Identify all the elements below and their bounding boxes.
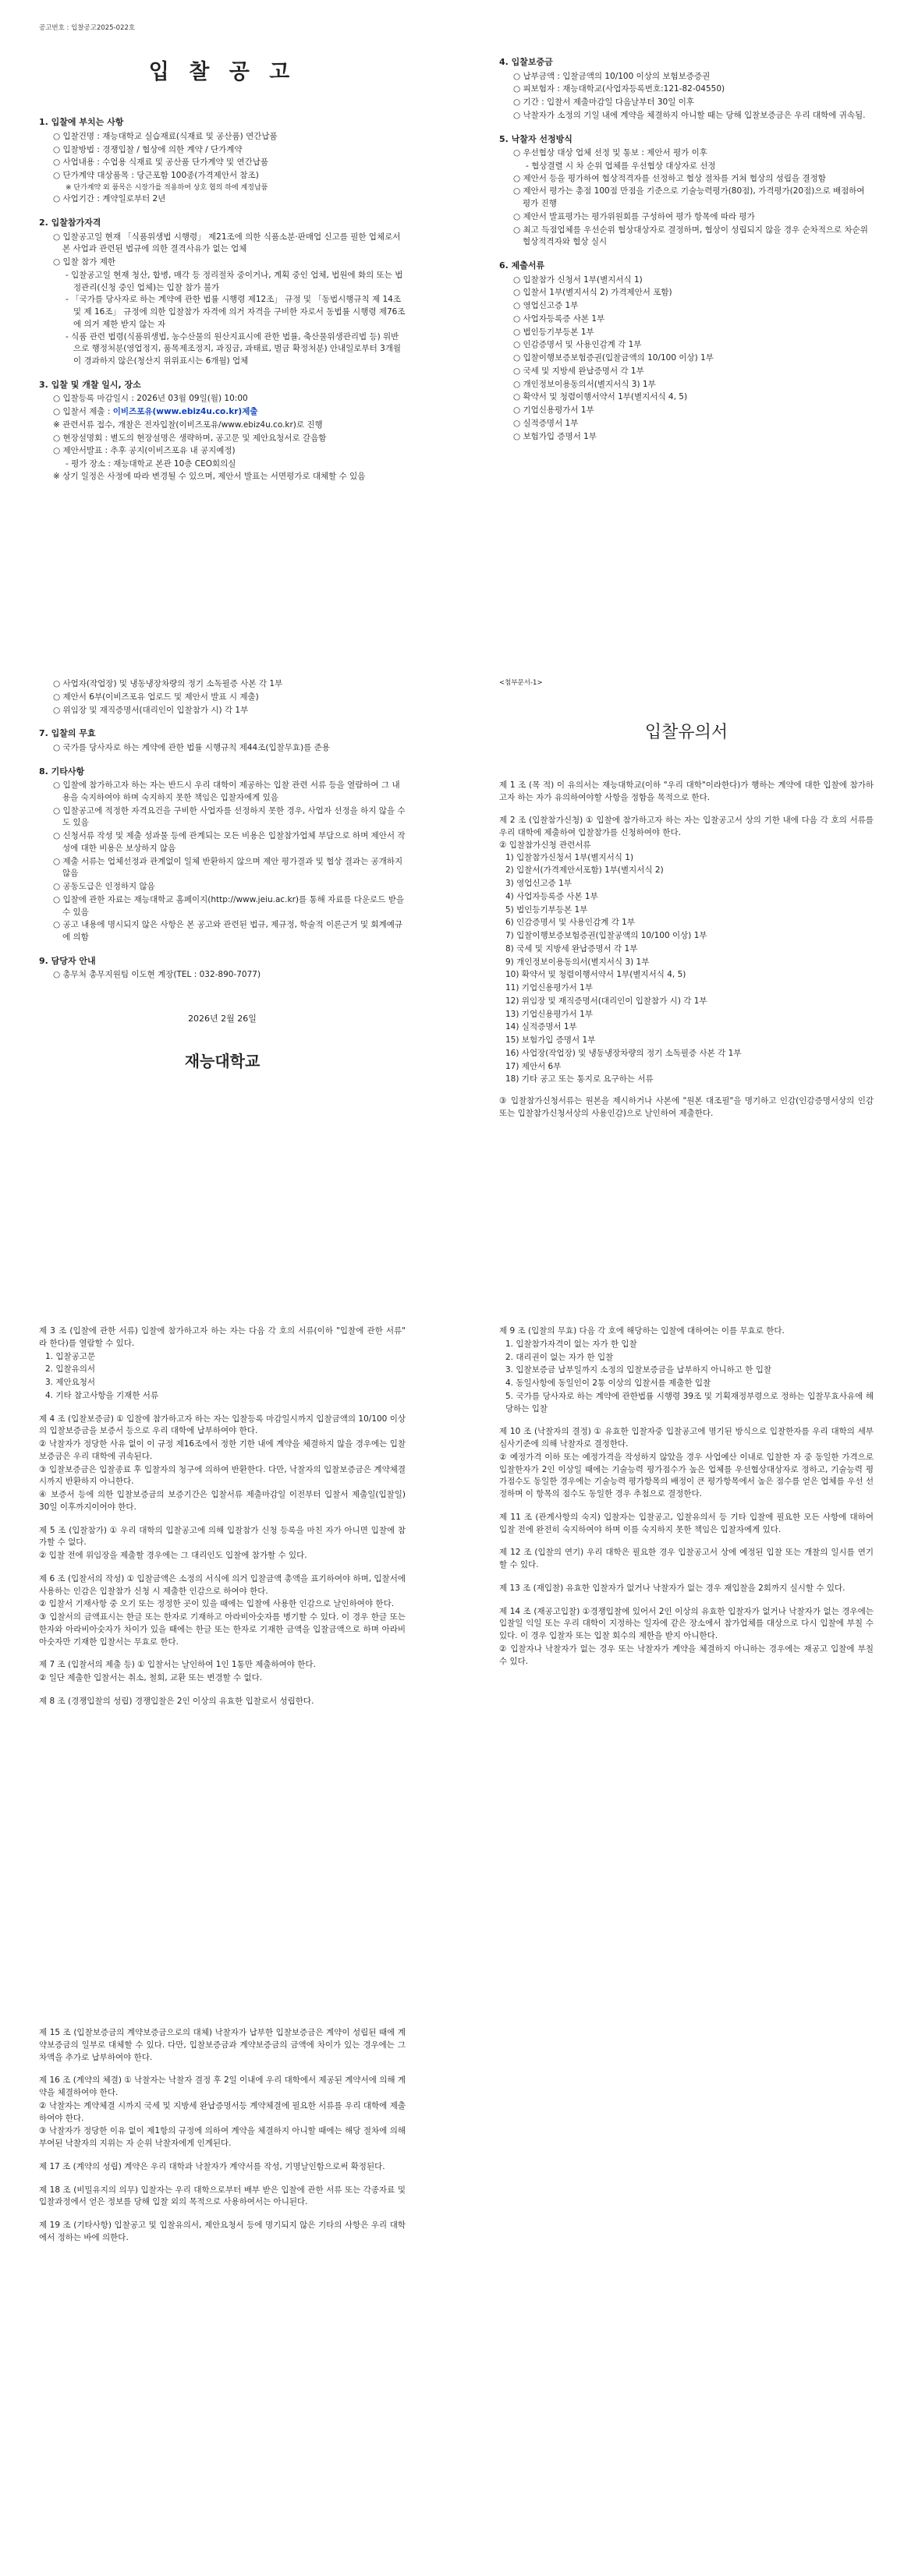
article-line: 제 18 조 (비밀유지의 의무) 입찰자는 우리 대학으로부터 배부 받은 입찰에 관한 서류 또는 각종자료 및 입찰과정에서 얻은 정보를 당해 입찰 외의 목적으로 사용하여서는 아니된다. [39,2185,406,2207]
list-item: ○ 사업자(작업장) 및 냉동냉장차량의 정기 소독필증 사본 각 1부 [53,679,283,688]
list-item: 12) 위임장 및 재직증명서(대리인이 입찰참가 시) 각 1부 [505,996,707,1006]
list-item: - 입찰공고일 현재 청산, 합병, 매각 등 정리절차 중이거나, 계획 중인 업체, 법원에 화의 또는 법정관리(신청 중인 업체)는 입찰 참가 불가 [66,270,403,292]
article [39,2027,406,2064]
notice-date: 2026년 2월 26일 [188,1014,257,1024]
list-item: ○ 입찰건명 : 재능대학교 실습재료(식재료 및 공산품) 연간납품 [53,131,278,141]
section-title: 9. 담당자 안내 [39,955,96,966]
article [39,2161,406,2174]
list-item: 2) 입찰서(가격제안서포함) 1부(별지서식 2) [505,865,664,876]
list-item: ○ 입찰참가 신청서 1부(별지서식 1) [513,274,643,285]
article-line: 제 15 조 (입찰보증금의 계약보증금으로의 대체) 낙찰자가 납부한 입찰보증금은 계약이 성립된 때에 계약보증금의 일부로 대체할 수 있다. 다만, 입찰보증금과 계약보증금의 금액에 차이가 있는 경우에는 그 차액을 추가로 납부하여야 한다. [39,2028,406,2062]
article-line: 제 11 조 (관계사항의 숙지) 입찰자는 입찰공고, 입찰유의서 등 기타 입찰에 필요한 모든 사항에 대하여 입찰 전에 완전히 숙지하여야 하며 이를 숙지하지 못한 책임은 입찰자에게 있다. [499,1512,874,1534]
list-item: ○ 입찰에 관한 자료는 재능대학교 홈페이지(http://www.jeiu.ac.kr)를 통해 자료를 다운로드 받을 수 있음 [53,894,405,917]
article [39,1325,406,1403]
submission-link[interactable]: 이비즈포유(www.ebiz4u.co.kr)제출 [112,407,258,416]
article [39,1414,406,1514]
article-line: ② 일단 제출한 입찰서는 취소, 철회, 교환 또는 변경할 수 없다. [39,1673,263,1683]
notice-page-2 [0,655,437,1294]
article [39,1573,406,1649]
list-item: 3. 제안요청서 [45,1378,96,1387]
list-item: 4. 동일사항에 동일인이 2통 이상의 입찰서를 제출한 입찰 [505,1378,711,1388]
university-name: 재능대학교 [184,1051,261,1070]
article [499,1512,874,1537]
list-item: ○ 제안서 평가는 총점 100점 만점을 기준으로 기술능력평가(80점), 가격평가(20점)으로 배점하여 평가 진행 [513,186,865,208]
section [39,727,406,754]
instructions-page-1 [460,655,897,1294]
article-line: ③ 입찰서의 금액표시는 한글 또는 한자로 기재하고 아라비아숫자를 병기할 수 있다. 이 경우 한글 또는 한자와 아라비아숫자가 차이가 있을 때에는 한글 또는 한자로 기재한 금액을 입찰금액으로 하며 아라비아숫자만 기재한 입찰서는 무효로 한다. [39,1612,406,1647]
section-title: 4. 입찰보증금 [499,57,553,67]
list-item: 11) 기업신용평가서 1부 [505,983,593,993]
article-line: ② 낙찰자가 정당한 사유 없이 이 규정 제16조에서 정한 기한 내에 계약을 체결하지 않을 경우에는 입찰보증금은 우리 대학에 귀속된다. [39,1439,406,1461]
articles-15-19 [39,2027,406,2245]
article-line: ④ 보증서 등에 의한 입찰보증금의 보증기간은 입찰서류 제출마감일 이전부터 입찰서 제출일(입찰일) 30일 이후까지이어야 한다. [39,1490,406,1512]
notice-right-sections [499,56,874,443]
section [39,217,406,368]
section [39,955,406,982]
list-item: ○ 사업자등록증 사본 1부 [513,313,605,324]
page-title: 입 찰 공 고 [148,59,296,84]
list-item: 4) 사업자등록증 사본 1부 [505,891,598,901]
article [499,1547,874,1572]
list-item: ○ 피보험자 : 재능대학교(사업자등록번호:121-82-04550) [513,84,725,94]
list-item: ※ 상기 일정은 사정에 따라 변경될 수 있으며, 제안서 발표는 서면평가로 대체할 수 있음 [53,471,366,481]
list-item: ○ 입찰에 참가하고자 하는 자는 반드시 우리 대학이 제공하는 입찰 관련 서류 등을 열람하여 그 내용을 숙지하여야 하며 숙지하지 못한 책임은 입찰자에게 있음 [53,780,400,802]
list-item: 3) 영업신고증 1부 [505,879,572,888]
list-item: ○ 현장설명회 : 별도의 현장설명은 생략하며, 공고문 및 제안요청서로 갈음함 [53,433,327,443]
section-title: 8. 기타사항 [39,766,85,777]
article-2-sub: ② 입찰참가신청 관련서류 [499,840,591,850]
list-item: ○ 공동도급은 인정하지 않음 [53,882,155,891]
article [39,2220,406,2245]
article-line: ② 입찰 전에 위임장을 제출할 경우에는 그 대리인도 입찰에 참가할 수 있다. [39,1551,307,1560]
article-line: 제 6 조 (입찰서의 작성) ① 입찰금액은 소정의 서식에 의거 입찰금액 총액을 표기하여야 하며, 입찰서에 사용하는 인감은 입찰참가 신청 시 제출한 인감으로 하여야 한다. [39,1573,406,1596]
article [499,1583,874,1595]
article [39,2075,406,2150]
article-line: 제 8 조 (경쟁입찰의 성립) 경쟁입찰은 2인 이상의 유효한 입찰로서 성립한다. [39,1696,314,1706]
list-item: 13) 기업신용평가서 1부 [505,1009,593,1019]
list-item: - 협상결렬 시 차 순위 업체를 우선협상 대상자로 선정 [526,161,716,171]
article-2-text: 제 2 조 (입찰참가신청) ① 입찰에 참가하고자 하는 자는 입찰공고서 상의 기한 내에 다음 각 호의 서류를 우리 대학에 제출하여 입찰참가를 신청하여야 한다. [499,816,874,837]
article-line: ② 예정가격 이하 또는 예정가격을 작성하지 않았을 경우 사업예산 이내로 입찰한 자 중 동일한 가격으로 입찰한자가 2인 이상일 때에는 기술능력 평가점수가 높은 업체를 우선협상대상자로 정하고, 기술능력 평가점수도 동일한 경우에는 기술능력 평가항목의 배정이 큰 평가항목에서 높은 점수를 얻은 업체를 우선 선정하며 이 항목의 점수도 동일한 경우 추첨으로 결정한다. [499,1452,874,1499]
article [499,1606,874,1668]
attachment-label: <첨부문서-1> [499,679,543,687]
section [39,379,406,483]
list-item: 3. 입찰보증금 납부일까지 소정의 입찰보증금을 납부하지 아니하고 한 입찰 [505,1365,772,1375]
article [39,1525,406,1562]
list-item: ○ 사업기간 : 계약일로부터 2년 [53,194,166,204]
article-line: 제 16 조 (계약의 체결) ① 낙찰자는 낙찰자 결정 후 2일 이내에 우리 대학에서 제공된 계약서에 의해 계약을 체결하여야 한다. [39,2075,406,2097]
list-item: 5) 법인등기부등본 1부 [505,904,588,915]
list-item: 8) 국세 및 지방세 완납증명서 각 1부 [505,943,638,954]
list-item: 1. 입찰공고문 [45,1351,96,1361]
list-item: ○ 개인정보이용동의서(별지서식 3) 1부 [513,379,656,389]
list-item: ○ 사업내용 : 수업용 식재료 및 공산품 단가계약 및 연간납품 [53,157,269,168]
list-item: 5. 국가를 당사자로 하는 계약에 관한법률 시행령 39조 및 기획재정부령으로 정하는 입찰무효사유에 해당하는 입찰 [505,1391,874,1414]
section-title: 2. 입찰참가자격 [39,218,101,228]
list-item: ○ 제안서 6부(이비즈포유 업로드 및 제안서 발표 시 제출) [53,692,259,702]
list-item: ○ 국가를 당사자로 하는 계약에 관한 법률 시행규칙 제44조(입찰무효)를 준용 [53,742,330,752]
list-item: ○ 법인등기부등본 1부 [513,327,594,337]
list-item: 15) 보험가입 증명서 1부 [505,1035,596,1045]
list-item: 17) 제안서 6부 [505,1061,562,1071]
list-item: ○ 국세 및 지방세 완납증명서 각 1부 [513,366,644,376]
list-item: ○ 입찰이행보증보험증권(입찰금액의 10/100 이상) 1부 [513,353,714,363]
list-item: 10) 확약서 및 청렴이행서약서 1부(별지서식 4, 5) [505,970,686,980]
list-item: ○ 최고 득점업체를 우선순위 협상대상자로 결정하며, 협상이 성립되지 않을 경우 순차적으로 차순위 협상적격자와 협상 실시 [513,225,868,247]
list-item: ○ 입찰서 제출 : 이비즈포유(www.ebiz4u.co.kr)제출 [53,407,258,416]
list-item: ○ 입찰방법 : 경쟁입찰 / 협상에 의한 계약 / 단가계약 [53,144,243,154]
instructions-title: 입찰유의서 [644,722,728,742]
list-item: ○ 기업신용평가서 1부 [513,405,594,415]
list-item: ○ 영업신고증 1부 [513,301,579,310]
list-item: ○ 입찰 참가 제한 [53,257,116,267]
list-item: ※ 단가계약 외 품목은 시장가를 적용하여 상호 협의 하에 계정납품 [66,183,268,192]
section-title: 6. 제출서류 [499,260,545,271]
list-item: 14) 실적증명서 1부 [505,1022,577,1032]
article-1: 제 1 조 (목 적) 이 유의서는 재능대학교(이하 "우리 대학"이라한다)가 행하는 계약에 대한 입찰에 참가하고자 하는 자가 유의하여야할 사항을 정함을 목적으로 한다. [499,780,874,802]
list-item: ○ 위임장 및 재직증명서(대리인이 입찰참가 시) 각 1부 [53,705,249,715]
notice-sections [39,116,406,483]
list-item: - 식품 관련 법령(식품위생법, 농수산물의 원산지표시에 관한 법률, 축산물위생관리법 등) 위반으로 행정처분(영업정지, 품목제조정지, 과징금, 과태료, 벌금 확정처분) 안내일로부터 3개월이 경과하지 않은(청산지 위위표시는 6개월) 업체 [66,331,402,366]
article [39,2185,406,2210]
list-item: ○ 납부금액 : 입찰금액의 10/100 이상의 보험보증증권 [513,71,711,81]
list-item: ○ 입찰등록 마감일시 : 2026년 03월 09일(월) 10:00 [53,394,248,404]
notice-page-1 [0,0,437,639]
section [499,133,874,249]
list-item: ○ 기간 : 입찰서 제출마감일 다음날부터 30일 이후 [513,97,694,107]
document-number: 공고번호 : 입찰공고2025-022호 [39,24,136,32]
list-item: ○ 입찰공고일 현재 「식품위생법 시행령」 제21조에 의한 식품소분·판매업 신고를 필한 업체로서 본 사업과 관련된 법규에 의한 결격사유가 없는 업체 [53,232,401,254]
article-line: 제 13 조 (재입찰) 유효한 입찰자가 없거나 낙찰자가 없는 경우 재입찰을 2회까지 실시할 수 있다. [499,1583,845,1593]
list-item: 4. 기타 참고사항을 기재한 서류 [45,1390,159,1400]
list-item: ○ 보험가입 증명서 1부 [513,431,597,441]
article-line: 제 3 조 (입찰에 관한 서류) 입찰에 참가하고자 하는 자는 다음 각 호의 서류(이하 "입찰에 관한 서류" 라 한다)를 열람할 수 있다. [39,1326,406,1348]
article-line: 제 7 조 (입찰서의 제출 등) ① 입찰서는 날인하여 1인 1통만 제출하여야 한다. [39,1660,316,1670]
article-2-note: ③ 입찰참가신청서류는 원본을 제시하거나 사본에 "원본 대조필"을 명기하고 인감(인감증명서상의 인감 또는 입찰참가신청서상의 사용인감)으로 날인하여 제출한다. [499,1096,874,1118]
article-line: 제 10 조 (낙찰자의 결정) ① 유효한 입찰자중 입찰공고에 명기된 방식으로 입찰한자를 우리 대학의 세부심사기준에 의해 낙찰자로 결정한다. [499,1427,874,1449]
section-title: 5. 낙찰자 선정방식 [499,133,572,144]
section [39,766,406,944]
section [39,116,406,206]
articles-9-14 [499,1325,874,1668]
list-item: ○ 공고 내용에 명시되지 않은 사항은 본 공고와 관련된 법규, 제규정, 학술적 이론근거 및 회계예규에 의함 [53,920,402,942]
submission-items-continued [39,678,406,717]
list-item: 9) 개인정보이용동의서(별지서식 3) 1부 [505,957,650,967]
list-item: 1. 입찰참가자격이 없는 자가 한 입찰 [505,1339,637,1349]
article [499,1325,874,1415]
article-line: 제 19 조 (기타사항) 입찰공고 및 입찰유의서, 제안요청서 등에 명기되지 않은 기타의 사항은 우리 대학에서 정하는 바에 의한다. [39,2220,406,2242]
articles-3-8 [39,1325,406,1708]
article-line: 제 14 조 (재공고입찰) ①경쟁입찰에 있어서 2인 이상의 유효한 입찰자가 없거나 낙찰자가 없는 경우에는 입찰일 익일 또는 우리 대학이 지정하는 일자에 같은 장소에서 참가업체를 대상으로 다시 입찰에 부칠 수 있다. 이 경우 입찰자 또는 입찰 회수의 제한을 받지 아니한다. [499,1606,874,1640]
list-item: 2. 대리권이 없는 자가 한 입찰 [505,1352,614,1362]
instructions-page-2 [0,1325,437,1965]
section-title: 1. 입찰에 부치는 사항 [39,117,124,128]
list-item: ○ 제안서 발표평가는 평가위원회를 구성하여 평가 항목에 따라 평가 [513,211,755,221]
article-line: ② 입찰서 기재사항 중 오기 또는 정정한 곳이 있을 때에는 입찰에 사용한 인감으로 날인하여야 한다. [39,1599,395,1609]
list-item: - 평가 장소 : 재능대학교 본관 10층 CEO회의실 [66,459,236,469]
article-line: 제 12 조 (입찰의 연기) 우리 대학은 필요한 경우 입찰공고서 상에 예정된 입찰 또는 개찰의 일시를 연기할 수 있다. [499,1548,874,1569]
list-item: ※ 관련서류 접수, 개찰은 전자입찰(이비즈포유/www.ebiz4u.co.kr)로 진행 [53,419,323,430]
section-title: 7. 입찰의 무효 [39,728,96,739]
article-line: ③ 낙찰자가 정당한 이유 없이 제1항의 규정에 의하여 계약을 체결하지 아니할 때에는 해당 절차에 의해 부여된 낙찰자의 지위는 자 순위 낙찰자에게 인계된다. [39,2126,406,2148]
notice-page-1-right [460,0,897,639]
notice-sections-2 [39,727,406,982]
list-item: ○ 우선협상 대상 업체 선정 및 통보 : 제안서 평가 이후 [513,148,707,157]
section-title: 3. 입찰 및 개찰 일시, 장소 [39,379,141,390]
list-item: 7) 입찰이행보증보험증권(입찰공액의 10/100 이상) 1부 [505,931,707,940]
list-item: 6) 인감증명서 및 사용인감계 각 1부 [505,918,636,928]
list-item: 2. 입찰유의서 [45,1364,96,1375]
article-line: ② 입찰자나 낙찰자가 없는 경우 또는 낙찰자가 계약을 체결하지 아니하는 경우에는 재공고 입찰에 부칠 수 있다. [499,1644,874,1666]
article [39,1659,406,1685]
list-item: ○ 입찰서 1부(별지서식 2) 가격제안서 포함) [513,288,672,298]
instructions-page-3 [0,1980,437,2576]
article-line: 제 17 조 (계약의 성립) 계약은 우리 대학과 낙찰자가 계약서를 작성, 기명날인함으로써 확정된다. [39,2161,385,2171]
list-item: ○ 제안서 등을 평가하여 협상적격자를 선정하고 협상 절차를 거쳐 협상의 성립을 결정함 [513,173,826,183]
list-item: ○ 총무처 총무지원팀 이도현 계장(TEL : 032-890-7077) [53,970,261,980]
article-line: 제 4 조 (입찰보증금) ① 입찰에 참가하고자 하는 자는 입찰등록 마감일시까지 입찰금액의 10/100 이상의 입찰보증금을 보증서 등으로 우리 대학에 납부하여야 한다. [39,1414,406,1436]
article [39,1696,406,1708]
list-item: 18) 기타 공고 또는 통지로 요구하는 서류 [505,1074,654,1085]
article-2-list [499,852,874,1087]
article-line: ② 낙찰자는 계약체결 시까지 국세 및 지방세 완납증명서등 계약체결에 필요한 서류를 우리 대학에 제출하여야 한다. [39,2100,406,2123]
article-line: ③ 입찰보증금은 입찰종료 후 입찰자의 청구에 의하여 반환한다. 다만, 낙찰자의 입찰보증금은 계약체결 시까지 반환하지 아니한다. [39,1464,406,1487]
list-item: - 「국가를 당사자로 하는 계약에 관한 법률 시행령 제12조」 규정 및 「동법시행규칙 제 14조 및 제 16조」 규정에 의한 입찰참가 자격에 의거 자격을 구비한 자로서 동법률 시행령 제76조에 의거 제한 받지 않는 자 [66,295,406,329]
list-item: ○ 낙찰자가 소정의 기일 내에 계약을 체결하지 아니할 때는 당해 입찰보증금은 우리 대학에 귀속됨. [513,110,866,120]
list-item: 1) 입찰참가신청서 1부(별지서식 1) [505,852,634,862]
list-item: ○ 실적증명서 1부 [513,418,579,428]
list-item: ○ 제안서발표 : 추후 공지(이비즈포유 내 공지예정) [53,446,236,456]
list-item: 16) 사업장(작업장) 및 냉동냉장차량의 정기 소독필증 사본 각 1부 [505,1048,742,1058]
instructions-page-2-right [460,1325,897,1965]
section [499,260,874,443]
article [499,1426,874,1501]
section [499,56,874,122]
list-item: ○ 인감증명서 및 사용인감계 각 1부 [513,340,642,350]
article-line: 제 5 조 (입찰참가) ① 우리 대학의 입찰공고에 의해 입찰참가 신청 등록을 마친 자가 아니면 입찰에 참가할 수 없다. [39,1525,406,1548]
list-item: ○ 확약서 및 청렴이행서약서 1부(별지서식 4, 5) [513,392,688,402]
list-item: ○ 신청서류 작성 및 제출 성과물 등에 관계되는 모든 비용은 입찰참가업체 부담으로 하며 제안서 작성에 대한 비용은 보상하지 않음 [53,831,406,853]
article-line: 제 9 조 (입찰의 무효) 다음 각 호에 해당하는 입찰에 대하여는 이를 무효로 한다. [499,1326,785,1336]
list-item: ○ 제출 서류는 업체선정과 관계없이 일체 반환하지 않으며 제안 평가결과 및 협상 결과는 공개하지 않음 [53,856,403,879]
list-item: ○ 입찰공고에 적정한 자격요건을 구비한 사업자를 선정하지 못한 경우, 사업자 선정을 하지 않을 수도 있음 [53,805,406,828]
list-item: ○ 단가계약 대상품목 : 당근포함 100종(가격제안서 참조) [53,171,259,180]
article-2 [499,815,874,1086]
